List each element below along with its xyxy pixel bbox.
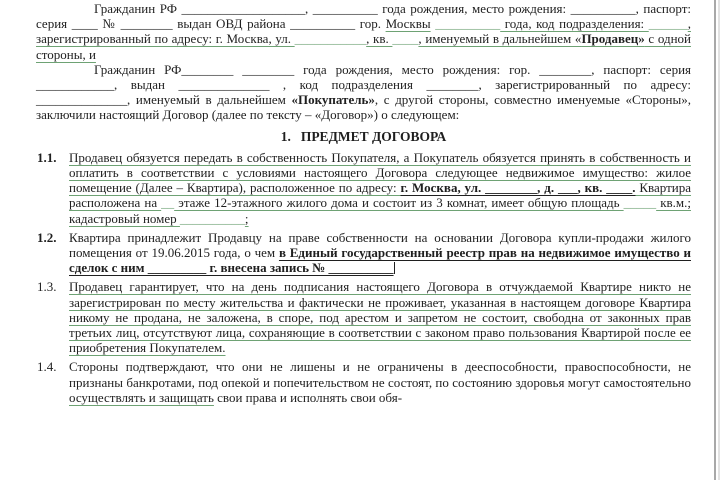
text-segment: ______ xyxy=(648,16,688,32)
text-segment: _____ xyxy=(623,195,657,211)
text-segment: г. Москва, ул. ________, д. ___, кв. ____. xyxy=(400,180,636,196)
clause-1-4 xyxy=(36,359,691,405)
paragraph-seller xyxy=(36,1,691,62)
text-segment: ___________ xyxy=(294,31,367,47)
text-segment: Гражданин РФ xyxy=(94,61,182,77)
text-segment: в Единый государственный реестр прав на недвижимое имущество и сделок с ним _________ г. внесена запись № __________ xyxy=(69,245,691,276)
text-segment: Стороны подтверждают, что они не лишены и не ограничены в дееспособности, правоспособности, не признаны банкротами, под опекой и попечительством не состоят, по состоянию здоровья могут самостоятельно xyxy=(69,359,691,390)
text-segment: , зарегистрированный по адресу: г. Москва, ул. xyxy=(36,16,691,47)
text-segment: ____ xyxy=(392,31,419,47)
text-segment: этаже 12-этажного жилого дома и состоит из 3 комнат, имеет общую площадь xyxy=(174,195,624,211)
text-segment: Квартира расположена на xyxy=(69,180,692,211)
clause-1-2 xyxy=(36,230,691,276)
clause-text xyxy=(69,230,691,276)
text-segment: ________ ________ года рождения, место рождения: гор. ________, паспорт: серия ____________, выдан ______________ , код подразделения ________, зарегистрированный по адресу: ______________, именуемый в дальнейшем xyxy=(36,61,692,108)
clause-number: 1.2. xyxy=(37,229,57,245)
text-segment: Гражданин РФ xyxy=(94,1,182,16)
text-segment: Продавец» xyxy=(581,31,645,47)
text-segment: Квартира принадлежит Продавцу на праве собственности на основании Договора купли-продажи жилого помещения от 19.06.2015 года, о чем xyxy=(69,229,691,261)
clause-1-3 xyxy=(36,279,691,355)
clause-text xyxy=(69,279,691,355)
clause-number: 1.4. xyxy=(37,359,57,375)
clause-text xyxy=(69,359,691,405)
clause-text xyxy=(69,150,691,226)
section-title: ПРЕДМЕТ ДОГОВОРА xyxy=(300,128,447,144)
clause-1-1 xyxy=(36,150,691,226)
text-segment: Москвы xyxy=(385,16,431,32)
text-segment: с одной стороны, и xyxy=(36,31,691,62)
text-segment: кв.м.; кадастровый номер xyxy=(69,195,691,226)
text-segment: __________ xyxy=(435,16,501,32)
paragraph-buyer xyxy=(36,62,691,123)
contract-text xyxy=(36,1,691,409)
text-segment: свои права и исполнять свои обя- xyxy=(213,389,403,405)
text-segment: , кв. xyxy=(366,31,393,47)
text-segment: года, код подразделения: xyxy=(500,16,649,32)
clause-number: 1.3. xyxy=(37,279,57,295)
text-segment: Продавец гарантирует, что на день подписания настоящего Договора в отчуждаемой Квартире никто не зарегистрирован по месту жительства и фактически не проживает, указанная в настоящем договоре Квартира никому не продана, не заложена, в споре, под арестом и запретом не состоит, свободна от законных прав третьих лиц, отсутствуют лица, сохраняющие в соответствии с законом право пользования Квартирой после ее приобретения Покупателем. xyxy=(69,279,691,356)
clause-number: 1.1. xyxy=(37,149,57,165)
text-segment: «Покупатель» xyxy=(291,92,375,108)
text-segment: __ xyxy=(161,195,175,211)
text-segment: ___________________, __________ года рождения, место рождения: __________, паспорт: серия ____ № ________ выдан ОВД района __________ гор. xyxy=(36,1,691,32)
text-segment: __________ xyxy=(179,210,245,226)
page-edge-line xyxy=(714,0,716,480)
section-number: 1. xyxy=(280,128,291,144)
underline-end-tick xyxy=(394,262,395,274)
text-segment: осуществлять и защищать xyxy=(69,389,214,405)
text-segment: ; xyxy=(244,210,249,226)
text-segment: , с другой стороны, совместно именуемые «Стороны», заключили настоящий Договор (далее по тексту – «Договор») о следующем: xyxy=(36,92,691,123)
section-heading xyxy=(36,129,691,144)
text-segment: Продавец обязуется передать в собственность Покупателя, а Покупатель обязуется принять в собственность и оплатить в соответствии с условиями настоящего Договора следующее недвижимое имущество: жилое помещение (Далее – Квартира), расположенное по адресу: xyxy=(69,149,691,196)
text-segment: , именуемый в дальнейшем « xyxy=(418,31,582,47)
